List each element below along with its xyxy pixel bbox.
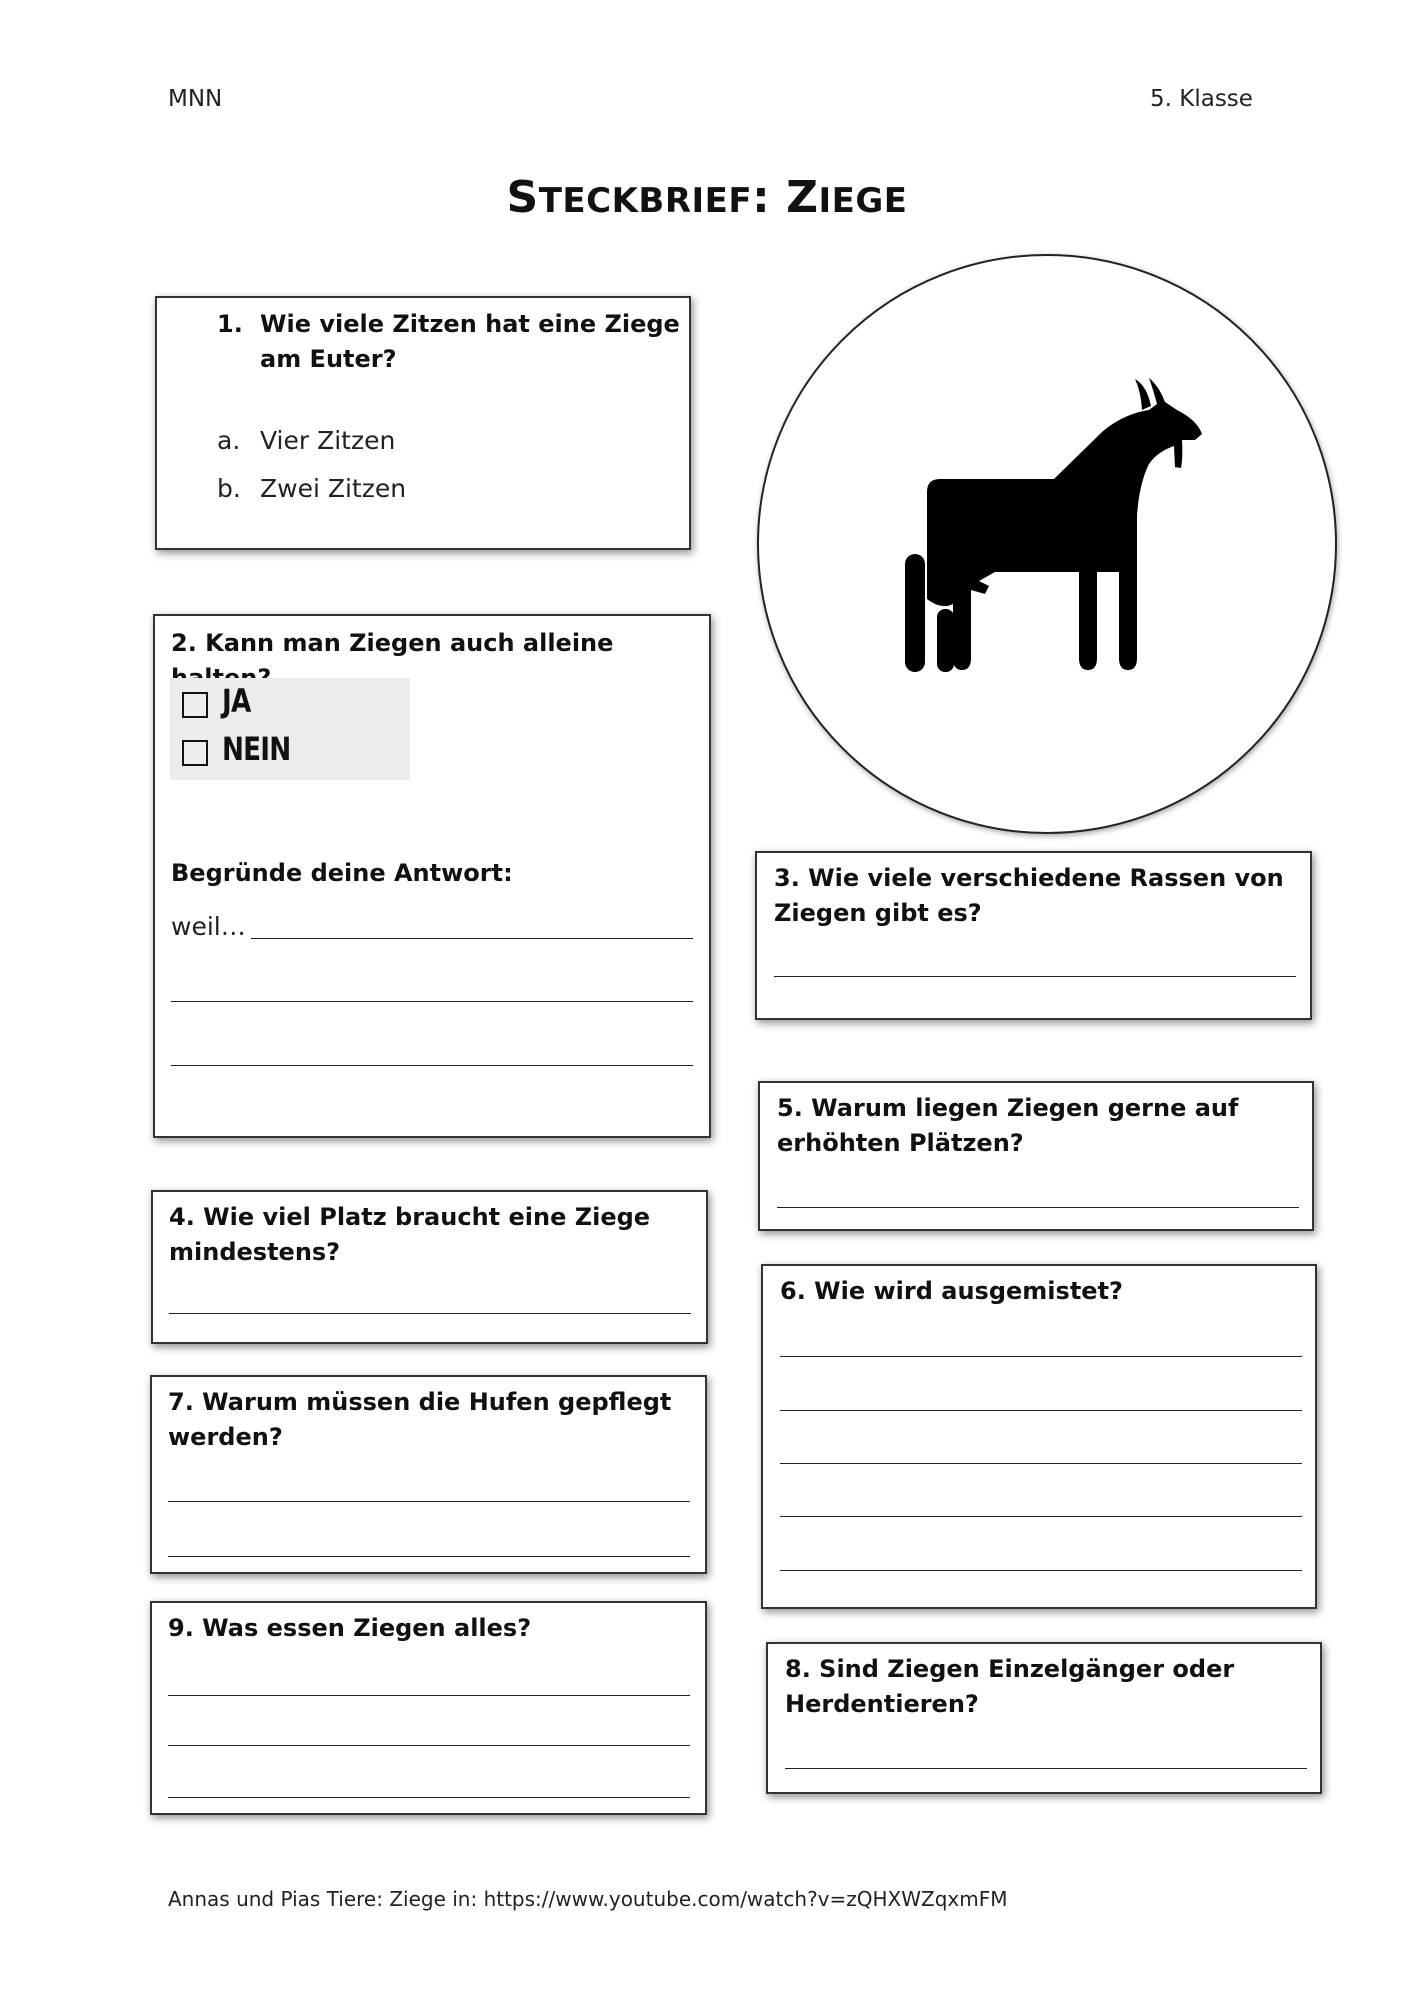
- question-1-box: [155, 296, 691, 550]
- question-3-line2: Ziegen gibt es?: [774, 899, 982, 927]
- title-rest2: IEGE: [818, 181, 908, 221]
- question-9-box: [150, 1601, 707, 1815]
- question-1-number: 1.: [217, 310, 243, 338]
- question-5-line1: 5. Warum liegen Ziegen gerne auf: [777, 1094, 1239, 1122]
- question-4-line1: 4. Wie viel Platz braucht eine Ziege: [169, 1203, 651, 1231]
- question-5-line2: erhöhten Plätzen?: [777, 1129, 1024, 1157]
- title-z: Z: [786, 172, 819, 223]
- question-6-line1: 6. Wie wird ausgemistet?: [780, 1277, 1123, 1305]
- question-2-text: 2. Kann man Ziegen auch alleine: [171, 629, 614, 657]
- answer-line-2[interactable]: [780, 1410, 1302, 1411]
- yes-no-checkbox-panel: [170, 678, 410, 780]
- question-1-text-line2: am Euter?: [260, 345, 397, 373]
- question-8-line1: 8. Sind Ziegen Einzelgänger oder: [785, 1655, 1235, 1683]
- checkbox-yes[interactable]: [182, 692, 208, 718]
- answer-line-5[interactable]: [780, 1570, 1302, 1571]
- goat-illustration-circle: [757, 254, 1337, 834]
- answer-line-3[interactable]: [168, 1797, 690, 1798]
- header-left: MNN: [168, 86, 223, 112]
- question-4-box: [151, 1190, 708, 1344]
- question-4-line2: mindestens?: [169, 1238, 341, 1266]
- answer-line[interactable]: [774, 976, 1296, 977]
- checkbox-no[interactable]: [182, 740, 208, 766]
- question-5-box: [758, 1081, 1314, 1231]
- goat-icon: [757, 254, 1337, 834]
- question-3-box: [755, 851, 1312, 1020]
- option-b-text[interactable]: Zwei Zitzen: [260, 474, 407, 503]
- checkbox-no-label: NEIN: [222, 730, 291, 768]
- title-rest1: TECKBRIEF: [538, 181, 753, 221]
- answer-line[interactable]: [169, 1313, 691, 1314]
- question-7-box: [150, 1375, 707, 1574]
- title-s: S: [506, 172, 539, 223]
- question-7-line2: werden?: [168, 1423, 283, 1451]
- reason-prefix: weil…: [171, 912, 246, 941]
- title-colon: :: [752, 172, 787, 223]
- question-8-box: [766, 1642, 1322, 1794]
- source-footer: Annas und Pias Tiere: Ziege in: https://www.youtube.com/watch?v=zQHXWZqxmFM: [168, 1887, 1008, 1911]
- question-3-line1: 3. Wie viele verschiedene Rassen von: [774, 864, 1284, 892]
- answer-line-2[interactable]: [168, 1556, 690, 1557]
- answer-line[interactable]: [777, 1207, 1299, 1208]
- answer-line-1[interactable]: [251, 938, 693, 939]
- question-8-line2: Herdentieren?: [785, 1690, 979, 1718]
- checkbox-yes-label: JA: [222, 682, 251, 720]
- answer-line-1[interactable]: [780, 1356, 1302, 1357]
- answer-line-2[interactable]: [171, 1001, 693, 1002]
- answer-line-1[interactable]: [168, 1501, 690, 1502]
- option-a-text[interactable]: Vier Zitzen: [260, 426, 396, 455]
- question-1-text-line1: Wie viele Zitzen hat eine Ziege: [260, 310, 680, 338]
- answer-line-3[interactable]: [780, 1463, 1302, 1464]
- answer-line-3[interactable]: [171, 1065, 693, 1066]
- answer-line-2[interactable]: [168, 1745, 690, 1746]
- answer-line-4[interactable]: [780, 1516, 1302, 1517]
- question-6-box: [761, 1264, 1317, 1609]
- answer-line-1[interactable]: [168, 1695, 690, 1696]
- question-7-line1: 7. Warum müssen die Hufen gepflegt: [168, 1388, 672, 1416]
- header-right: 5. Klasse: [1150, 86, 1253, 112]
- page-title: [0, 172, 1414, 223]
- answer-line[interactable]: [785, 1768, 1307, 1769]
- option-b-letter: b.: [217, 474, 241, 503]
- question-9-line1: 9. Was essen Ziegen alles?: [168, 1614, 532, 1642]
- option-a-letter: a.: [217, 426, 241, 455]
- reason-label: Begründe deine Antwort:: [171, 859, 513, 887]
